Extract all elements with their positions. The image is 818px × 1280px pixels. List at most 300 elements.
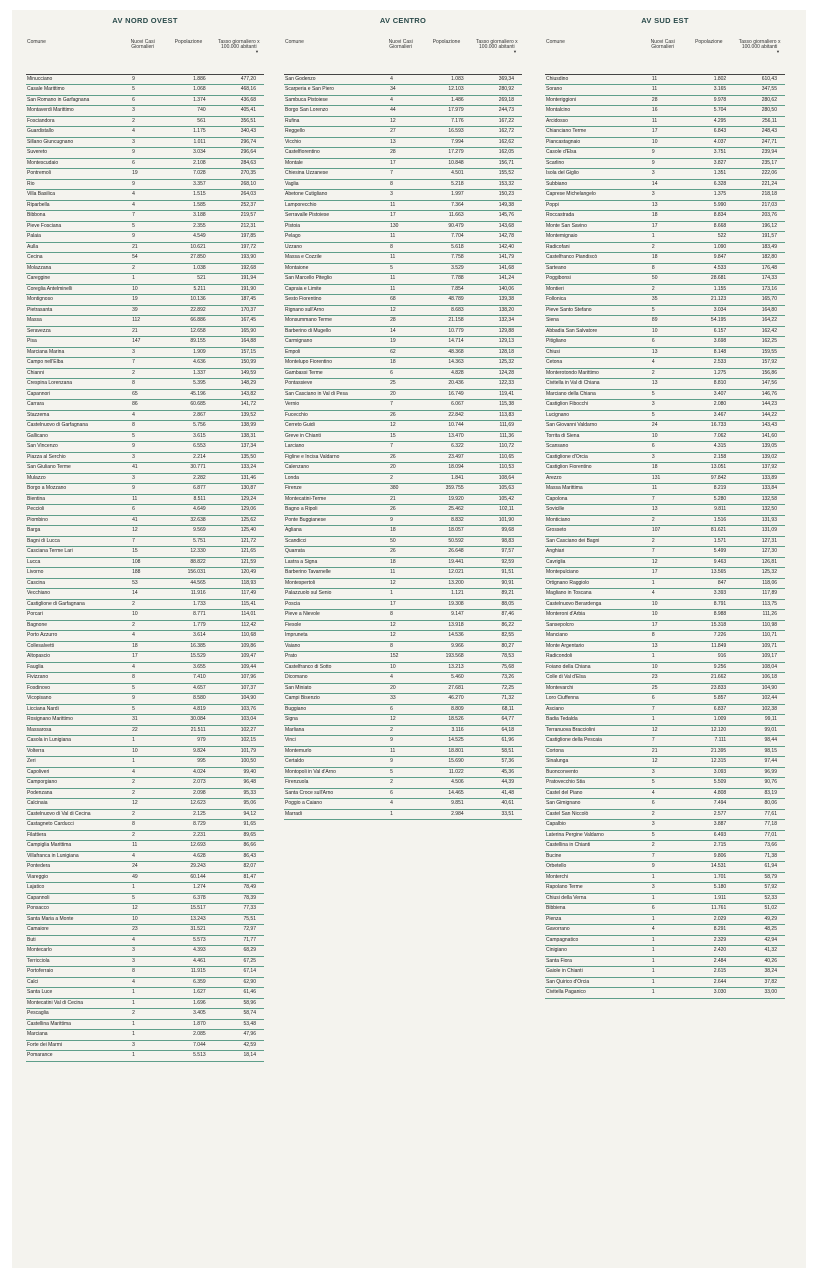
cell-new-cases: 9 xyxy=(380,757,421,768)
table-row xyxy=(284,767,522,778)
table-row xyxy=(284,641,522,652)
cell-population: 8.834 xyxy=(683,211,734,222)
cell-comune: Lajatico xyxy=(26,883,122,894)
cell-daily-rate: 47,96 xyxy=(214,1030,264,1041)
cell-new-cases: 1 xyxy=(122,736,163,747)
cell-daily-rate: 164,88 xyxy=(214,337,264,348)
cell-population: 44.565 xyxy=(163,578,213,589)
cell-daily-rate: 58,51 xyxy=(472,746,522,757)
cell-population: 13.051 xyxy=(683,463,734,474)
cell-population: 2.080 xyxy=(683,400,734,411)
table-row xyxy=(284,358,522,369)
table-row xyxy=(545,410,785,421)
cell-daily-rate: 137,34 xyxy=(214,442,264,453)
cell-comune: Poppi xyxy=(545,200,642,211)
cell-population: 4.037 xyxy=(683,137,734,148)
table-row xyxy=(284,169,522,180)
cell-daily-rate: 48,25 xyxy=(734,925,785,936)
cell-new-cases: 17 xyxy=(122,652,163,663)
cell-new-cases: 3 xyxy=(380,190,421,201)
cell-population: 2.282 xyxy=(163,473,213,484)
cell-daily-rate: 52,33 xyxy=(734,893,785,904)
cell-population: 4.295 xyxy=(683,116,734,127)
cell-population: 5.990 xyxy=(683,200,734,211)
cell-population: 6.157 xyxy=(683,326,734,337)
cell-comune: Asciano xyxy=(545,704,642,715)
table-row xyxy=(284,137,522,148)
cell-comune: San Godenzo xyxy=(284,74,380,85)
cell-comune: Montemurlo xyxy=(284,746,380,757)
cell-new-cases: 1 xyxy=(642,967,684,978)
cell-new-cases: 26 xyxy=(380,505,421,516)
cell-new-cases: 12 xyxy=(380,116,421,127)
cell-daily-rate: 347,55 xyxy=(734,85,785,96)
cell-daily-rate: 280,62 xyxy=(734,95,785,106)
cell-daily-rate: 141,60 xyxy=(734,431,785,442)
cell-daily-rate: 106,18 xyxy=(734,673,785,684)
cell-population: 18.526 xyxy=(421,715,471,726)
cell-daily-rate: 98,44 xyxy=(734,736,785,747)
cell-comune: San Marcello Piteglio xyxy=(284,274,380,285)
table-row xyxy=(26,484,264,495)
table-row xyxy=(545,683,785,694)
cell-population: 4.649 xyxy=(163,505,213,516)
table-row xyxy=(284,746,522,757)
cell-comune: Vaglia xyxy=(284,179,380,190)
cell-population: 1.038 xyxy=(163,263,213,274)
cell-population: 7.226 xyxy=(683,631,734,642)
cell-population: 6.328 xyxy=(683,179,734,190)
cell-population: 7.494 xyxy=(683,799,734,810)
cell-daily-rate: 33,00 xyxy=(734,988,785,999)
cell-population: 3.615 xyxy=(163,431,213,442)
cell-new-cases: 1 xyxy=(122,988,163,999)
cell-comune: Fucecchio xyxy=(284,410,380,421)
data-table xyxy=(545,40,785,999)
cell-population: 3.655 xyxy=(163,662,213,673)
cell-population: 2.158 xyxy=(683,452,734,463)
cell-new-cases: 11 xyxy=(642,484,684,495)
cell-new-cases: 14 xyxy=(380,326,421,337)
table-row xyxy=(284,106,522,117)
cell-new-cases: 17 xyxy=(642,127,684,138)
cell-new-cases: 35 xyxy=(642,295,684,306)
table-row xyxy=(545,788,785,799)
table-row xyxy=(545,274,785,285)
cell-new-cases: 2 xyxy=(380,725,421,736)
cell-daily-rate: 170,37 xyxy=(214,305,264,316)
cell-new-cases: 3 xyxy=(642,883,684,894)
cell-new-cases: 8 xyxy=(122,421,163,432)
cell-population: 13.243 xyxy=(163,914,213,925)
cell-new-cases: 86 xyxy=(122,400,163,411)
cell-daily-rate: 128,18 xyxy=(472,347,522,358)
cell-new-cases: 5 xyxy=(642,389,684,400)
cell-daily-rate: 111,26 xyxy=(734,610,785,621)
table-row xyxy=(545,956,785,967)
cell-daily-rate: 142,78 xyxy=(472,232,522,243)
header-population[interactable] xyxy=(163,40,213,74)
cell-new-cases: 12 xyxy=(122,799,163,810)
table-row xyxy=(545,442,785,453)
table-row xyxy=(284,242,522,253)
table-row xyxy=(545,809,785,820)
table-row xyxy=(26,704,264,715)
cell-population: 7.062 xyxy=(683,431,734,442)
cell-daily-rate: 144,22 xyxy=(734,410,785,421)
cell-comune: Civitella in Val di Chiana xyxy=(545,379,642,390)
cell-comune: Montignoso xyxy=(26,295,122,306)
cell-daily-rate: 610,43 xyxy=(734,74,785,85)
cell-daily-rate: 141,24 xyxy=(472,274,522,285)
table-row xyxy=(284,316,522,327)
cell-new-cases: 24 xyxy=(642,421,684,432)
cell-population: 1.486 xyxy=(421,95,471,106)
cell-daily-rate: 155,52 xyxy=(472,169,522,180)
data-table xyxy=(284,40,522,820)
section-title: AV SUD EST xyxy=(641,16,689,25)
cell-comune: Montescudaio xyxy=(26,158,122,169)
cell-daily-rate: 221,24 xyxy=(734,179,785,190)
cell-comune: Chiusdino xyxy=(545,74,642,85)
table-row xyxy=(26,169,264,180)
cell-daily-rate: 49,29 xyxy=(734,914,785,925)
cell-daily-rate: 114,01 xyxy=(214,610,264,621)
table-header-row xyxy=(284,40,522,74)
cell-comune: Montecatini Val di Cecina xyxy=(26,998,122,1009)
table-row xyxy=(26,494,264,505)
cell-new-cases: 21 xyxy=(122,326,163,337)
cell-comune: Montemignaio xyxy=(545,232,642,243)
table-row xyxy=(26,1019,264,1030)
cell-comune: Montaione xyxy=(284,263,380,274)
cell-population: 1.571 xyxy=(683,536,734,547)
table-row xyxy=(26,127,264,138)
cell-daily-rate: 132,50 xyxy=(734,505,785,516)
table-row xyxy=(284,536,522,547)
table-row xyxy=(545,536,785,547)
cell-new-cases: 2 xyxy=(642,841,684,852)
table-row xyxy=(284,295,522,306)
cell-daily-rate: 97,44 xyxy=(734,757,785,768)
cell-daily-rate: 90,76 xyxy=(734,778,785,789)
cell-daily-rate: 71,32 xyxy=(472,694,522,705)
cell-new-cases: 9 xyxy=(380,515,421,526)
header-new-cases[interactable] xyxy=(380,40,421,74)
cell-new-cases: 7 xyxy=(122,358,163,369)
cell-comune: Pitigliano xyxy=(545,337,642,348)
header-daily-rate[interactable] xyxy=(734,40,785,74)
cell-daily-rate: 133,89 xyxy=(734,473,785,484)
cell-daily-rate: 125,32 xyxy=(472,358,522,369)
cell-comune: Calcinaia xyxy=(26,799,122,810)
table-row xyxy=(26,652,264,663)
cell-new-cases: 18 xyxy=(122,641,163,652)
cell-population: 5.704 xyxy=(683,106,734,117)
cell-comune: Caprese Michelangelo xyxy=(545,190,642,201)
cell-population: 2.214 xyxy=(163,452,213,463)
table-row xyxy=(545,547,785,558)
table-row xyxy=(26,190,264,201)
cell-new-cases: 7 xyxy=(380,400,421,411)
section-av-centro xyxy=(284,10,522,820)
cell-population: 979 xyxy=(163,736,213,747)
cell-daily-rate: 109,47 xyxy=(214,652,264,663)
cell-comune: Pieve Fosciana xyxy=(26,221,122,232)
cell-comune: Rignano sull'Arno xyxy=(284,305,380,316)
cell-comune: Camporgiano xyxy=(26,778,122,789)
table-row xyxy=(284,631,522,642)
table-row xyxy=(545,883,785,894)
cell-comune: Castellina Marittima xyxy=(26,1019,122,1030)
cell-daily-rate: 72,97 xyxy=(214,925,264,936)
cell-daily-rate: 103,04 xyxy=(214,715,264,726)
table-row xyxy=(545,95,785,106)
cell-population: 7.854 xyxy=(421,284,471,295)
header-new-cases[interactable] xyxy=(642,40,684,74)
cell-comune: Isola del Giglio xyxy=(545,169,642,180)
cell-population: 21.123 xyxy=(683,295,734,306)
table-row xyxy=(284,284,522,295)
cell-population: 16.593 xyxy=(421,127,471,138)
cell-population: 740 xyxy=(163,106,213,117)
cell-population: 11.849 xyxy=(683,641,734,652)
header-new-cases[interactable] xyxy=(122,40,163,74)
cell-comune: Poscia xyxy=(284,599,380,610)
table-row xyxy=(545,127,785,138)
header-daily-rate[interactable] xyxy=(472,40,522,74)
table-row xyxy=(545,589,785,600)
cell-new-cases: 11 xyxy=(380,200,421,211)
table-row xyxy=(26,788,264,799)
cell-daily-rate: 117,89 xyxy=(734,589,785,600)
table-row xyxy=(284,725,522,736)
cell-new-cases: 8 xyxy=(122,379,163,390)
header-new-cases-label: Nuovi Casi Giornalieri xyxy=(650,39,675,51)
cell-population: 3.751 xyxy=(683,148,734,159)
table-row xyxy=(26,641,264,652)
cell-daily-rate: 80,27 xyxy=(472,641,522,652)
cell-new-cases: 1 xyxy=(642,872,684,883)
cell-daily-rate: 67,14 xyxy=(214,967,264,978)
cell-daily-rate: 256,11 xyxy=(734,116,785,127)
cell-comune: Foiano della Chiana xyxy=(545,662,642,673)
cell-daily-rate: 126,81 xyxy=(734,557,785,568)
table-row xyxy=(545,190,785,201)
cell-new-cases: 6 xyxy=(642,337,684,348)
header-comune[interactable] xyxy=(545,40,642,74)
cell-comune: Castelfranco Piandiscò xyxy=(545,253,642,264)
cell-comune: Fiesole xyxy=(284,620,380,631)
cell-population: 31.521 xyxy=(163,925,213,936)
cell-comune: Peccioli xyxy=(26,505,122,516)
cell-new-cases: 6 xyxy=(642,799,684,810)
cell-new-cases: 5 xyxy=(380,263,421,274)
cell-new-cases: 5 xyxy=(642,305,684,316)
cell-daily-rate: 468,16 xyxy=(214,85,264,96)
table-row xyxy=(545,620,785,631)
cell-daily-rate: 139,02 xyxy=(734,452,785,463)
cell-new-cases: 2 xyxy=(122,620,163,631)
table-row xyxy=(284,599,522,610)
table-row xyxy=(284,211,522,222)
cell-comune: Lucignano xyxy=(545,410,642,421)
cell-comune: Ponte Buggianese xyxy=(284,515,380,526)
cell-new-cases: 1 xyxy=(642,988,684,999)
cell-population: 4.461 xyxy=(163,956,213,967)
cell-comune: Castelfranco di Sotto xyxy=(284,662,380,673)
cell-daily-rate: 77,61 xyxy=(734,809,785,820)
table-row xyxy=(284,589,522,600)
cell-population: 3.405 xyxy=(163,1009,213,1020)
cell-new-cases: 28 xyxy=(380,148,421,159)
cell-population: 2.644 xyxy=(683,977,734,988)
table-row xyxy=(284,578,522,589)
table-row xyxy=(545,484,785,495)
cell-comune: Firenzuola xyxy=(284,778,380,789)
table-row xyxy=(284,568,522,579)
table-row xyxy=(545,820,785,831)
cell-new-cases: 2 xyxy=(122,809,163,820)
cell-new-cases: 3 xyxy=(122,106,163,117)
table-row xyxy=(545,872,785,883)
table-row xyxy=(545,326,785,337)
cell-population: 5.751 xyxy=(163,536,213,547)
cell-new-cases: 24 xyxy=(122,862,163,873)
cell-daily-rate: 81,47 xyxy=(214,872,264,883)
table-row xyxy=(26,820,264,831)
cell-daily-rate: 129,13 xyxy=(472,337,522,348)
cell-new-cases: 5 xyxy=(380,767,421,778)
cell-new-cases: 20 xyxy=(380,683,421,694)
cell-comune: Castellina in Chianti xyxy=(545,841,642,852)
cell-population: 10.621 xyxy=(163,242,213,253)
cell-population: 26.648 xyxy=(421,547,471,558)
header-population[interactable] xyxy=(421,40,471,74)
table-row xyxy=(545,977,785,988)
cell-population: 10.136 xyxy=(163,295,213,306)
cell-population: 11.915 xyxy=(163,967,213,978)
cell-daily-rate: 157,15 xyxy=(214,347,264,358)
table-row xyxy=(284,116,522,127)
cell-daily-rate: 120,49 xyxy=(214,568,264,579)
cell-population: 89.155 xyxy=(163,337,213,348)
cell-new-cases: 6 xyxy=(380,704,421,715)
cell-population: 45.196 xyxy=(163,389,213,400)
cell-comune: Massa Marittima xyxy=(545,484,642,495)
cell-daily-rate: 117,49 xyxy=(214,589,264,600)
header-comune[interactable] xyxy=(284,40,380,74)
cell-daily-rate: 239,94 xyxy=(734,148,785,159)
header-comune[interactable] xyxy=(26,40,122,74)
cell-daily-rate: 75,51 xyxy=(214,914,264,925)
table-row xyxy=(545,862,785,873)
cell-new-cases: 21 xyxy=(380,494,421,505)
cell-population: 2.231 xyxy=(163,830,213,841)
table-row xyxy=(26,515,264,526)
cell-comune: Forte dei Marmi xyxy=(26,1040,122,1051)
cell-new-cases: 10 xyxy=(642,326,684,337)
table-row xyxy=(26,536,264,547)
cell-daily-rate: 67,25 xyxy=(214,956,264,967)
cell-population: 522 xyxy=(683,232,734,243)
cell-new-cases: 33 xyxy=(380,694,421,705)
cell-population: 2.615 xyxy=(683,967,734,978)
table-row xyxy=(26,767,264,778)
table-row xyxy=(26,578,264,589)
cell-comune: Sillano Giuncugnano xyxy=(26,137,122,148)
cell-population: 6.359 xyxy=(163,977,213,988)
cell-comune: Camaiore xyxy=(26,925,122,936)
table-row xyxy=(26,452,264,463)
cell-population: 4.501 xyxy=(421,169,471,180)
cell-comune: Lamporecchio xyxy=(284,200,380,211)
cell-population: 193.568 xyxy=(421,652,471,663)
cell-population: 30.771 xyxy=(163,463,213,474)
cell-population: 2.984 xyxy=(421,809,471,820)
cell-daily-rate: 42,59 xyxy=(214,1040,264,1051)
cell-population: 8.668 xyxy=(683,221,734,232)
table-row xyxy=(284,326,522,337)
cell-daily-rate: 125,32 xyxy=(734,568,785,579)
cell-daily-rate: 356,51 xyxy=(214,116,264,127)
cell-new-cases: 10 xyxy=(380,662,421,673)
cell-new-cases: 13 xyxy=(642,200,684,211)
table-row xyxy=(26,232,264,243)
table-row xyxy=(545,505,785,516)
cell-daily-rate: 110,53 xyxy=(472,463,522,474)
cell-daily-rate: 121,59 xyxy=(214,557,264,568)
cell-comune: San Giovanni Valdarno xyxy=(545,421,642,432)
header-daily-rate-label: Tasso giornaliero x 100.000 abitanti xyxy=(738,39,781,51)
cell-comune: Massa xyxy=(26,316,122,327)
table-row xyxy=(26,694,264,705)
table-row xyxy=(545,946,785,957)
cell-new-cases: 10 xyxy=(642,662,684,673)
cell-daily-rate: 57,36 xyxy=(472,757,522,768)
table-row xyxy=(545,778,785,789)
cell-population: 3.614 xyxy=(163,631,213,642)
cell-daily-rate: 129,06 xyxy=(214,505,264,516)
cell-comune: Montespertoli xyxy=(284,578,380,589)
cell-population: 17.979 xyxy=(421,106,471,117)
cell-daily-rate: 102,27 xyxy=(214,725,264,736)
cell-population: 19.441 xyxy=(421,557,471,568)
cell-new-cases: 25 xyxy=(642,683,684,694)
cell-comune: Marciana Marina xyxy=(26,347,122,358)
cell-comune: Fosdinovo xyxy=(26,683,122,694)
cell-population: 6.067 xyxy=(421,400,471,411)
cell-new-cases: 5 xyxy=(642,778,684,789)
table-row xyxy=(284,442,522,453)
cell-new-cases: 1 xyxy=(642,715,684,726)
cell-comune: Loro Ciuffenna xyxy=(545,694,642,705)
cell-comune: Castiglione della Pescaia xyxy=(545,736,642,747)
cell-population: 20.436 xyxy=(421,379,471,390)
cell-comune: Castagneto Carducci xyxy=(26,820,122,831)
table-row xyxy=(26,95,264,106)
cell-comune: Abbadia San Salvatore xyxy=(545,326,642,337)
cell-population: 16.385 xyxy=(163,641,213,652)
header-daily-rate[interactable] xyxy=(214,40,264,74)
cell-new-cases: 9 xyxy=(122,74,163,85)
table-row xyxy=(545,421,785,432)
cell-daily-rate: 71,38 xyxy=(734,851,785,862)
header-population[interactable] xyxy=(683,40,734,74)
cell-population: 12.120 xyxy=(683,725,734,736)
cell-new-cases: 10 xyxy=(122,284,163,295)
cell-new-cases: 10 xyxy=(122,746,163,757)
